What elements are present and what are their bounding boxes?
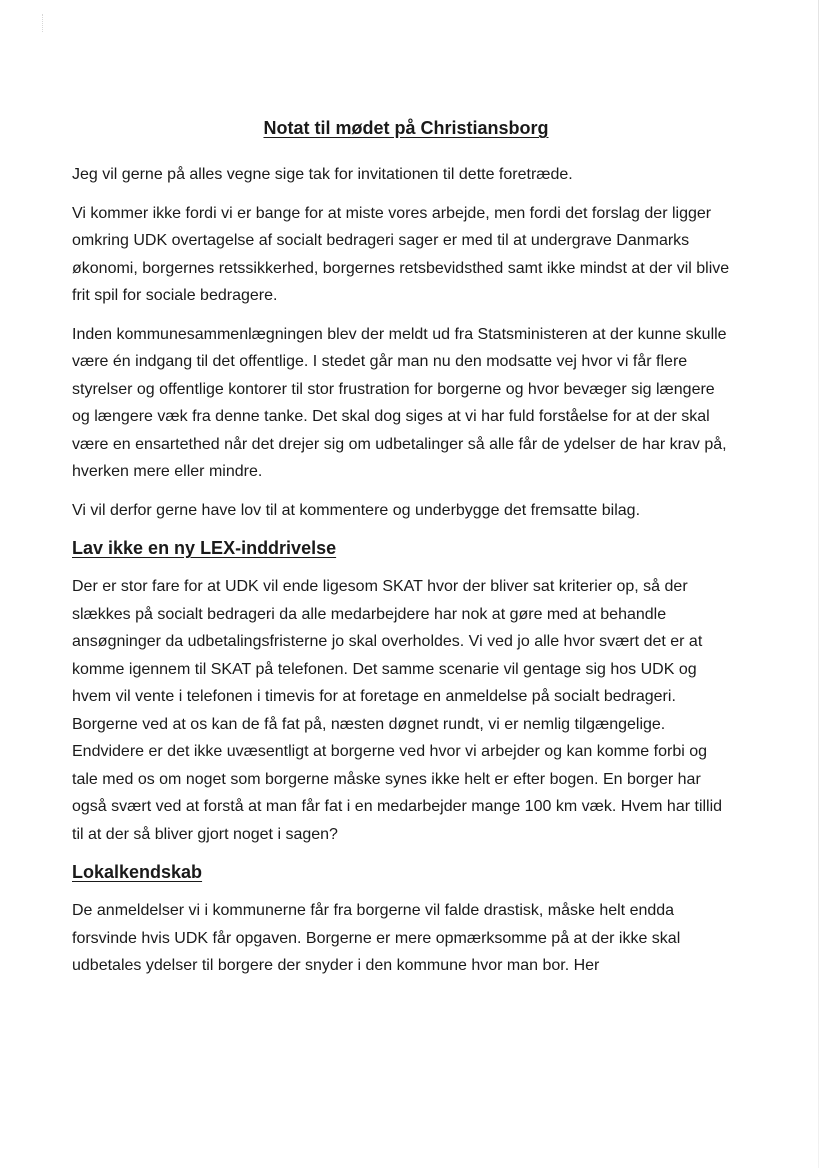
section-heading-local-knowledge: Lokalkendskab — [72, 862, 203, 882]
paragraph-municipal-merger: Inden kommunesammenlægningen blev der meldt ud fra Statsministeren at der kunne skulle være én indgang til det offentlige. I stedet går man nu den modsatte vej hvor vi får flere styrelser og offentlige kontorer til stor frustration for borgerne og hvor bevæger sig længere og længere væk fra denne tanke. Det skal dog siges at vi har fuld forståelse for at der skal være en ensartethed når det drejer sig om udbetalinger så alle får de ydelser de har krav på, hverken mere eller mindre. — [72, 325, 727, 480]
document-body — [72, 118, 732, 991]
paragraph-local-knowledge: De anmeldelser vi i kommunerne får fra borgerne vil falde drastisk, måske helt endda forsvinde hvis UDK får opgaven. Borgerne er mere opmærksomme på at der ikke skal udbetales ydelser til borgere der snyder i den kommune hvor man bor. Her — [72, 902, 681, 974]
section-heading-lex: Lav ikke en ny LEX-inddrivelse — [72, 538, 337, 558]
paragraph-thanks: Jeg vil gerne på alles vegne sige tak for invitationen til dette foretræde. — [72, 166, 573, 183]
paragraph-concern: Vi kommer ikke fordi vi er bange for at miste vores arbejde, men fordi det forslag der ligger omkring UDK overtagelse af socialt bedrageri sager er med til at undergrave Danmarks økonomi, borgernes retssikkerhed, borgernes retsbevidsthed samt ikke mindst at der vil blive frit spil for sociale bedragere. — [72, 204, 730, 304]
document-title: Notat til mødet på Christiansborg — [263, 118, 549, 138]
paragraph-lex: Der er stor fare for at UDK vil ende ligesom SKAT hvor der bliver sat kriterier op, så der slækkes på socialt bedrageri da alle medarbejdere har nok at gøre med at behandle ansøgninger da udbetalingsfristerne jo skal overholdes. Vi ved jo alle hvor svært det er at komme igennem til SKAT på telefonen. Det samme scenarie vil gentage sig hos UDK og hvem vil vente i telefonen i timevis for at foretage en anmeldelse på socialt bedrageri. Borgerne ved at os kan de få fat på, næsten døgnet rundt, vi er nemlig tilgængelige. Endvidere er det ikke uvæsentligt at borgerne ved hvor vi arbejder og kan komme forbi og tale med os om noget som borgerne måske synes ikke helt er efter bogen. En borger har også svært ved at forstå at man får fat i en medarbejder mange 100 km væk. Hvem har tillid til at der så bliver gjort noget i sagen? — [72, 578, 723, 843]
scan-artifact — [42, 14, 46, 32]
scan-edge-line — [818, 0, 819, 1168]
paragraph-comment-request: Vi vil derfor gerne have lov til at kommentere og underbygge det fremsatte bilag. — [72, 501, 641, 519]
